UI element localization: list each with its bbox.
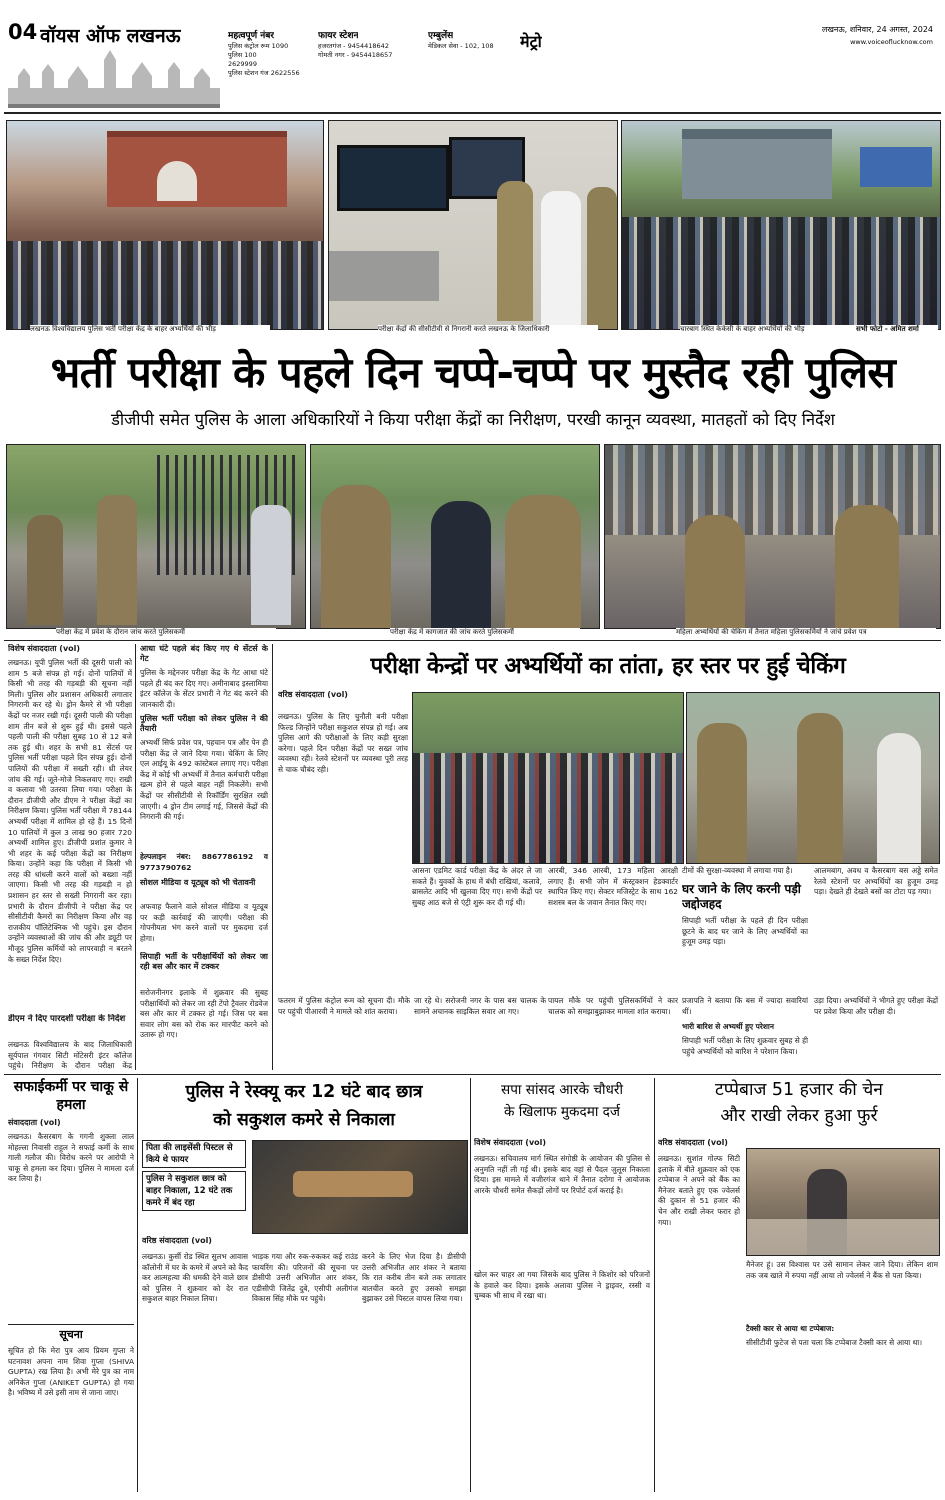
story2-bottom-b: जा रहे थे। सरोजनी नगर के पास बस चालक के सामने अचानक साइकिल सवार आ गए। [414,996,546,1016]
story5-photo-cctv [746,1148,940,1256]
story5-col2b: सीसीटीवी फुटेज से पता चला कि टप्पेबाज टैक्सी कार से आया था। [746,1338,922,1347]
column-divider [654,1078,655,1492]
masthead-divider [4,112,941,114]
main-story-col2d: सरोजनीनगर इलाके में शुक्रवार की सुबह परीक्षार्थियों को लेकर जा रही टेंपो ट्रैवलर रोडवेज बस और कार में टक्कर हो गई। जिस पर बस सवार लोग बस को रोक कर मारपीट करने को उतारू हो गए। [140,988,268,1040]
story3-col4: खोल कर चाहर आ गया जिसके बाद पुलिस ने किशोर को परिजनों के हवाले कर दिया। इसके अलावा पुलिस ने ड्राइवर, रस्सी व चुम्बक भी साथ में रखा था। [474,1270,650,1301]
date-line: लखनऊ, शनिवार, 24 अगस्त, 2024 [821,25,933,34]
page-number: 04 [8,20,38,44]
paper-name: वॉयस ऑफ लखनऊ [40,25,181,47]
story2-col4: टीमों की सुरक्षा-व्यवस्था में लगाया गया है। [682,866,793,875]
story2-col1: लखनऊ। पुलिस के लिए चुनौती बनी परीक्षा फिल्ड जिन्होंने परीक्षा सकुशल संपन्न हो गई। अब पुलिस आगे की परीक्षाओं के लिए कड़ी सुरक्षा करेगा। पहले दिन परीक्षा केंद्रों पर सख्त जांच व्यवस्था रही। रेलवे स्टेशनों पर व्यवस्था पूरी तरह से चाक चौबंद रही। [278,712,408,774]
important-number: पुलिस 100 [228,51,257,59]
main-story-col1b: लखनऊ विश्वविद्यालय के बाद जिलाधिकारी सूर्यपाल गंगवार सिटी मोंटेसरी इंटर कॉलेज पहुंचे। निरीक्षण के दौरान परीक्षा केंद्र [8,1040,132,1070]
ambulance-title: एम्बुलेंस [428,31,454,41]
main-subheadline: डीजीपी समेत पुलिस के आला अधिकारियों ने किया परीक्षा केंद्रों का निरीक्षण, परखी कानून व्यवस्था, मातहतों को दिए निर्देश [111,410,835,429]
story4-headline-line2: के खिलाफ मुकदमा दर्ज [503,1104,620,1120]
story3-photo-pistol [252,1140,468,1234]
story5-headline-line1: टप्पेबाज 51 हजार की चेन [715,1080,883,1100]
main-photo-caption: महिला अभ्यर्थियों की चेकिंग में तैनात महिला पुलिसकर्मियों ने जांचे प्रवेश पत्र [676,628,936,637]
main-photo-gate-checking [6,444,306,629]
column-divider [272,644,273,1070]
left-story-byline: संवाददाता (vol) [8,1118,61,1127]
story2-bottom-c: पायल मौके पर पहुंची पुलिसकर्मियों ने कार चालक को समझाबुझाकर मामला शांत कराया। [548,996,678,1016]
main-story-col2-subhead: पुलिस भर्ती परीक्षा को लेकर पुलिस ने की तैयारी [140,714,268,734]
main-story-col2-subhead: सोशल मीडिया व यूट्यूब को भी चेतावनी [140,878,256,887]
main-headline: भर्ती परीक्षा के पहले दिन चप्पे-चप्पे पर मुस्तैद रही पुलिस [50,348,896,397]
ambulance-list [428,42,518,51]
important-numbers-list [228,42,308,78]
story5-subhead: टैक्सी कार से आया था टप्पेबाज: [746,1324,835,1333]
story3-bullet: पुलिस ने सकुशल छात्र को बाहर निकाला, 12 घंटे तक कमरे में बंद रहा [142,1171,246,1211]
column-divider [135,644,136,1070]
column-divider [137,1078,138,1492]
top-photo-charbagh-crowd [621,120,941,330]
story2-headline: परीक्षा केन्द्रों पर अभ्यर्थियों का तांता, हर स्तर पर हुई चेकिंग [370,653,846,679]
story2-bottom-a: फतरम में पुलिस कंट्रोल रूम को सूचना दी। मौके पर पहुंची पीआरवी ने मामले को शांत कराया। [278,996,410,1016]
section-name: मेट्रो [520,32,542,51]
story2-col5: आलमबाग, अवध व कैसरबाग बस अड्डे समेत रेलवे स्टेशनों पर अभ्यर्थियों का हुजूम उमड़ पड़ा। देखते ही देखते बसों का टोटा पड़ गया। [814,866,938,897]
left-story-body: लखनऊ। कैसरबाग के गगनी शुक्ला लाल मोहल्ला निवासी राहुल ने सफाई कर्मी के साथ गाली गलौज की। विरोध करने पर आरोपी ने चाकू से हमला कर दिया। पुलिस ने मामला दर्ज कर लिया है। [8,1132,134,1184]
story2-photo-crowd [412,692,684,864]
top-photo-university-crowd [6,120,324,330]
story3-headline-line2: को सकुशल कमरे से निकाला [213,1110,395,1130]
city-skyline-logo [8,46,220,108]
story5-headline-line2: और राखी लेकर हुआ फुर्र [720,1106,878,1126]
main-story-col2-subhead: आधा घंटे पहले बंद किए गए थे सेंटर्स के गेट [140,644,268,664]
photo-credit: सभी फोटो - अमित शर्मा [856,325,938,334]
story2-col4b: सिपाही भर्ती परीक्षा के पहले ही दिन परीक्षा छूटने के बाद घर जाने के लिए अभ्यर्थियों का हुजूम उमड़ पड़ा। [682,916,808,947]
important-numbers-title: महत्वपूर्ण नंबर [228,31,275,41]
main-photo-caption: परीक्षा केंद्र में कागजात की जांच करते पुलिसकर्मी [390,628,580,637]
story2-photo-checking [686,692,940,864]
top-photo-caption: परीक्षा केंद्रों की सीसीटीवी से निगरानी करते लखनऊ के जिलाधिकारी [378,325,598,334]
main-story-col1: लखनऊ। यूपी पुलिस भर्ती की दूसरी पाली को शाम 5 बजे संपन्न हो गई। दोनों पालियों में किसी भी तरह की गड़बड़ी की सूचना नहीं मिली। पुलिस और प्रशासन अधिकारी लगातार निगरानी कर रहे थे। ड्रोन कैमरे से भी परीक्षा केंद्रों पर नजर रखी गई। दूसरी पाली की परीक्षा शाम तीन बजे से शुरू हुई थी। इससे पहले पहली पाली की परीक्षा सुबह 10 से 12 बजे तक हुई थी। शहर के सभी 81 सेंटर्स पर पुलिस भर्ती परीक्षा पहले दिन संपन्न हुई। दोनों पालियों की परीक्षा में सख्ती रही। थ्री लेयर जांच की गई। जूते-मोजे निकलवाए गए। राखी व कलावा भी उतरवा लिया गया। परीक्षा के दौरान डीजीपी और डीएम ने परीक्षा केंद्रों का निरीक्षण किया। पुलिस भर्ती परीक्षा में 78144 अभ्यर्थी परीक्षा में शामिल हो रहे हैं। 15 दिनों 10 पालियों में कुल 3 लाख 90 हजार 720 अभ्यर्थी शामिल हुए। डीजीपी प्रशांत कुमार ने भी शहर के कई परीक्षा केंद्रों का निरीक्षण किया। उन्होंने कहा कि परीक्षा में किसी भी तरह की धांधली करने वालों को बख्शा नहीं जाएगा। किसी भी तरह की गड़बड़ी न हो प्रशासन हर स्तर से सख्ती निगरानी कर रहा। प्रभारी के दौरान डीजीपी ने परीक्षा केंद्र पर सीसीटीवी कैमरों का निरीक्षण किया और वह राजकीय पॉलिटेक्निक भी पहुंचे। इस दौरान उन्होंने व्यवस्थाओं की जांच की और ड्यूटी पर मौजूद पुलिस कर्मियों को लापरवाही न बरतने के सख्त निर्देश दिए। [8,658,132,964]
important-number: पुलिस स्टेशन गंज 2622556 [228,69,300,77]
helpline-numbers: हेल्पलाइन नंबर: 8867786192 व 9773790762 [140,852,268,872]
main-story-byline: विशेष संवाददाता (vol) [8,644,81,653]
fire-number: गोमती नगर - 9454418657 [318,51,393,59]
divider [8,1324,134,1325]
ambulance-number: मेडिकल सेवा - 102, 108 [428,42,494,50]
notice-body: सूचित हो कि मेरा पुत्र आय प्रियम गुप्ता ने घटनावश अपना नाम शिवा गुप्ता (SHIVA GUPTA) रख लिया है। अभी मेरे पुत्र का नाम अनिकेत गुप्ता (ANIKET GUPTA) हो गया है। भविष्य में उसे इसी नाम से जाना जाए। [8,1346,134,1398]
left-story-headline: सफाईकर्मी पर चाकू से हमला [13,1079,129,1113]
story3-col2: भाड़क गया और रुक-रुककर कई राउंड फायरिंग की। परिजनों की सूचना पर डीसीपी उत्तरी अभिजीत आर शंकर, एडीसीपी जितेंद्र दुबे, एसीपी अलीगंज विकास सिंह मौके पर पहुंचे। [252,1252,358,1304]
story3-headline-line1: पुलिस ने रेस्क्यू कर 12 घंटे बाद छात्र [185,1082,423,1102]
important-number: पुलिस कंट्रोल रूम 1090 [228,42,289,50]
top-photo-caption: लखनऊ विश्वविद्यालय पुलिस भर्ती परीक्षा केंद्र के बाहर अभ्यर्थियों की भीड़ [30,325,270,334]
top-photo-caption: चारबाग स्थित केकेसी के बाहर अभ्यर्थियों की भीड़ [680,325,860,334]
masthead [0,0,945,112]
story3-col3-visible: करने के लिए भेज दिया है। डीसीपी उत्तरी अभिजीत आर शंकर ने बताया कि रात करीब तीन बजे तक लगातार बातचीत करते हुए उसको समझा बुझाकर उसे पिस्टल वापस लिया गया। [362,1252,466,1304]
divider [4,1074,941,1075]
main-photo-document-check [310,444,600,629]
story3-col1: लखनऊ। कुर्सी रोड स्थित सुलभ आवास कॉलोनी में घर के कमरे में अपने को कैद कर आत्महत्या की धमकी देने वाले छात्र को पुलिस ने शुक्रवार को देर रात सकुशल बाहर निकाल लिया। [142,1252,248,1304]
story2-subhead: घर जाने के लिए करनी पड़ी जद्दोजहद [682,882,801,911]
fire-station-list [318,42,408,60]
story4-body: लखनऊ। सचिवालय मार्ग स्थित संगोष्ठी के आयोजन की पुलिस से अनुमति नहीं ली गई थी। इसके बाद वहां से पैदल जुलूस निकाला दिया। इस मामले में वजीरगंज थाने में तैनात दरोगा ने आयोजक आरके चौधरी समेत सैकड़ों लोगों पर रिपोर्ट दर्ज कराई है। [474,1154,650,1195]
main-photo-women-checking [604,444,941,629]
divider [4,640,941,641]
story5-col2: मैनेजर हूं। उस विश्वास पर उसे सामान लेकर जाने दिया। लेकिन शाम तक जब खाते में रुपया नहीं आया तो ज्वेलर्स ने बैंक से पता किया। [746,1260,938,1280]
story2-col3: आरबी, 346 आरबी, 173 महिला आरक्षी लगाए हैं। सभी जोन में कंस्ट्रक्शन हेडक्वार्टर स्थापित किए गए। सेक्टर मजिस्ट्रेट के साथ 162 सशस्त्र बल के जवान तैनात किए गए। [548,866,678,907]
main-story-col2c: अफवाह फैलाने वाले सोशल मीडिया व यूट्यूब पर कड़ी कार्रवाई की जाएगी। परीक्षा की गोपनीयता भंग करने वालों पर मुकदमा दर्ज होगा। [140,902,268,943]
main-story-col2-subhead: सिपाही भर्ती के परीक्षार्थियों को लेकर जा रही बस और कार में टक्कर [140,952,268,972]
website: www.voiceoflucknow.com [850,38,933,46]
story4-headline-line1: सपा सांसद आरके चौधरी [501,1082,623,1098]
fire-number: हजरतगंज - 9454418642 [318,42,389,50]
notice-title: सूचना [59,1328,83,1341]
story2-subhead2: भारी बारिश से अभ्यर्थी हुए परेशान [682,1022,774,1031]
main-photo-caption: परीक्षा केंद्र में प्रवेश के दौरान जांच करते पुलिसकर्मी [56,628,276,637]
story3-bullet: पिता की लाइसेंसी पिस्टल से किये थे फायर [142,1140,246,1168]
column-divider [470,1078,471,1492]
top-photo-cctv-monitoring [328,120,618,330]
story2-bottom-d: प्रजापति ने बताया कि बस में ज्यादा सवारियां थीं। [682,996,808,1016]
story4-byline: विशेष संवाददाता (vol) [474,1138,547,1147]
story2-col2: आसना एडमिट कार्ड परीक्षा केंद्र के अंदर ले जा सकते हैं। युवकों के हाथ में बंधी राखियां, कलावे, ब्रासलेट आदि भी खुलवा दिए गए। सभी केंद्रों पर सुबह आठ बजे से एंट्री शुरू कर दी गई थी। [412,866,542,907]
story3-byline: वरिष्ठ संवाददाता (vol) [142,1236,212,1245]
story3-bullets [142,1140,246,1211]
fire-station-title: फायर स्टेशन [318,31,359,41]
story5-byline: वरिष्ठ संवाददाता (vol) [658,1138,728,1147]
important-number: 2629999 [228,60,257,68]
main-story-col2b: अभ्यर्थी सिर्फ प्रवेश पत्र, पहचान पत्र और पेन ही परीक्षा केंद्र ले जाने दिया गया। चेकिंग के लिए एल आईयू के 492 कांस्टेबल लगाए गए। परीक्षा केंद्र में कोई भी अभ्यर्थी में तैनात कर्मचारी परीक्षा खत्म होने से पहले बाहर नहीं निकलेंगे। सभी केंद्रों पर सीसीटीवी से रिकॉर्डिंग सुरक्षित रखी जाएगी। 4 ड्रोन टीम लगाई गई, जिससे केंद्रों की निगरानी की गई। [140,738,268,822]
story2-bottom-e: सिपाही भर्ती परीक्षा के लिए शुक्रवार सुबह से ही पहुंचे अभ्यर्थियों को बारिश ने परेशान किया। [682,1036,808,1056]
story5-body: लखनऊ। सुशांत गोल्फ सिटी इलाके में बीते शुक्रवार को एक टप्पेबाज ने अपने को बैंक का मैनेजर बताते हुए एक ज्वेलर्स की दुकान से 51 हजार की चेन और राखी लेकर फरार हो गया। [658,1154,740,1227]
story2-byline: वरिष्ठ संवाददाता (vol) [278,690,348,699]
main-story-col2: पुलिस के मद्देनजर परीक्षा केंद्र के गेट आधा घंटे पहले ही बंद कर दिए गए। अमीनाबाद इस्लामिया इंटर कॉलेज के सेंटर प्रभारी ने गेट बंद करने की जानकारी दी। [140,668,268,709]
main-story-col1-subhead: डीएम ने दिए पारदर्शी परीक्षा के निर्देश [8,1014,126,1024]
story2-bottom-f: उड़ा दिया। अभ्यर्थियों ने भीगते हुए परीक्षा केंद्रों पर प्रवेश किया और परीक्षा दी। [814,996,938,1016]
